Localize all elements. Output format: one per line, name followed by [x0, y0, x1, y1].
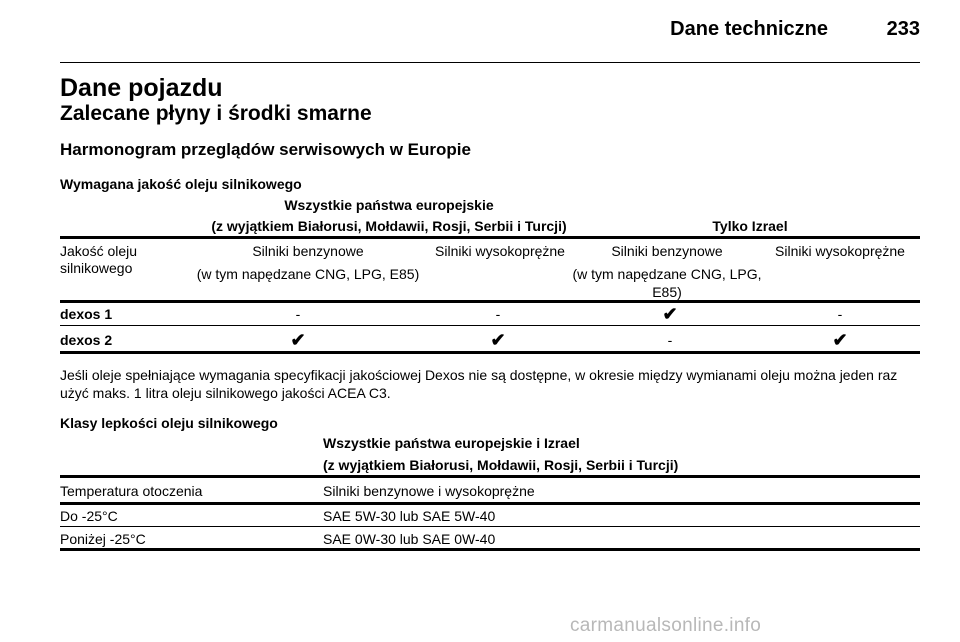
header-rule: [60, 62, 920, 63]
table2-top-rule: [60, 475, 920, 478]
table1-header-rule: [60, 300, 920, 303]
group-header-israel: Tylko Izrael: [712, 218, 788, 234]
table-row-label: Do -25°C: [60, 508, 118, 524]
group-header-europe-line1: Wszystkie państwa europejskie: [284, 197, 494, 213]
heading-vehicle-data: Dane pojazdu: [60, 74, 223, 102]
table1-row-divider: [60, 325, 920, 326]
col-header-ambient-temperature: Temperatura otoczenia: [60, 483, 203, 499]
col-header-petrol-europe: Silniki benzynowe: [252, 243, 364, 259]
check-icon: ✔: [290, 330, 306, 350]
heading-fluids-lubricants: Zalecane płyny i środki smarne: [60, 102, 372, 125]
watermark: carmanualsonline.info: [570, 615, 762, 636]
cell-dexos1-petrol-europe: -: [295, 306, 301, 322]
table2-group-header-line2: (z wyjątkiem Białorusi, Mołdawii, Rosji, Serbii i Turcji): [323, 457, 679, 473]
table1-bottom-rule: [60, 351, 920, 354]
col-subheader-petrol-europe: (w tym napędzane CNG, LPG, E85): [196, 266, 420, 282]
group-header-europe-line2: (z wyjątkiem Białorusi, Mołdawii, Rosji, Serbii i Turcji): [211, 218, 567, 234]
col-header-petrol-israel: Silniki benzynowe: [611, 243, 723, 259]
table2-header-rule: [60, 502, 920, 505]
cell-dexos1-diesel-europe: -: [495, 306, 501, 322]
table2-row-divider: [60, 526, 920, 527]
page-number: 233: [886, 18, 920, 40]
table1-top-rule: [60, 236, 920, 239]
heading-oil-quality: Wymagana jakość oleju silnikowego: [60, 176, 302, 192]
heading-service-schedule: Harmonogram przeglądów serwisowych w Europie: [60, 140, 471, 159]
col-header-diesel-israel: Silniki wysokoprężne: [775, 243, 905, 259]
col-subheader-petrol-israel: (w tym napędzane CNG, LPG, E85): [572, 266, 762, 300]
col-header-diesel-europe: Silniki wysokoprężne: [435, 243, 565, 259]
cell-dexos2-petrol-israel: -: [667, 332, 673, 348]
check-icon: ✔: [490, 330, 506, 350]
check-icon: ✔: [832, 330, 848, 350]
row-label-oil-quality: Jakość oleju silnikowego: [60, 243, 138, 276]
cell-dexos1-diesel-israel: -: [837, 306, 843, 322]
table-row-value: SAE 5W-30 lub SAE 5W-40: [323, 508, 496, 524]
table-row-value: SAE 0W-30 lub SAE 0W-40: [323, 531, 496, 547]
dexos-note-paragraph: Jeśli oleje spełniające wymagania specyfikacji jakościowej Dexos nie są dostępne, w okresie między wymianami oleju można jeden raz użyć maks. 1 litra oleju silnikowego jakości ACEA C3.: [60, 367, 898, 401]
col-header-engine-type: Silniki benzynowe i wysokoprężne: [323, 483, 535, 499]
row-label-dexos1: dexos 1: [60, 306, 113, 322]
row-label-dexos2: dexos 2: [60, 332, 113, 348]
check-icon: ✔: [662, 304, 678, 324]
heading-viscosity-classes: Klasy lepkości oleju silnikowego: [60, 415, 278, 431]
table2-group-header-line1: Wszystkie państwa europejskie i Izrael: [323, 435, 580, 451]
running-header-title: Dane techniczne: [670, 18, 828, 40]
table2-bottom-rule: [60, 548, 920, 551]
table-row-label: Poniżej -25°C: [60, 531, 146, 547]
